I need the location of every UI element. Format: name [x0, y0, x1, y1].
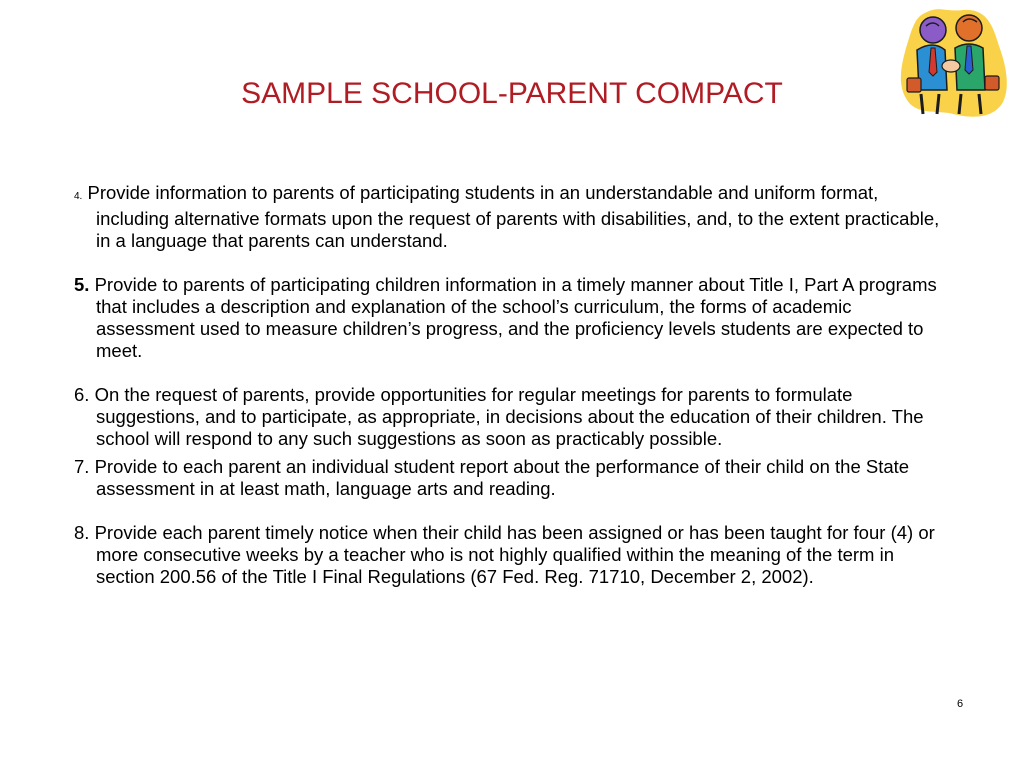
item-text: Provide information to parents of participating students in an understandable and uniform format, including alternative formats upon the request of parents with disabilities, and, to the extent practicable, in a language that parents can understand. [87, 182, 940, 251]
item-text: Provide to parents of participating children information in a timely manner about Title I, Part A programs that includes a description and explanation of the school’s curriculum, the forms of academic assessment used to measure children’s progress, and the proficiency levels students are expected to meet. [89, 274, 937, 361]
list-item [74, 384, 954, 450]
item-text: Provide each parent timely notice when their child has been assigned or has been taught for four (4) or more consecutive weeks by a teacher who is not highly qualified within the meaning of the term in section 200.56 of the Title I Final Regulations (67 Fed. Reg. 71710, December 2, 2002). [89, 522, 935, 587]
slide-title: SAMPLE SCHOOL-PARENT COMPACT [241, 77, 783, 110]
list-item [74, 274, 954, 362]
item-text: On the request of parents, provide opportunities for regular meetings for parents to formulate suggestions, and to participate, as appropriate, in decisions about the education of their children. The school will respond to any such suggestions as soon as practicably possible. [89, 384, 924, 449]
item-number: 5. [74, 274, 90, 295]
item-text: Provide to each parent an individual student report about the performance of their child on the State assessment in at least math, language arts and reading. [89, 456, 910, 499]
list-item [74, 456, 954, 500]
page-number: 6 [956, 698, 964, 710]
handshake-people-icon [893, 2, 1011, 120]
item-number: 4. [74, 191, 83, 202]
compact-item-list [74, 182, 954, 588]
list-item [74, 182, 954, 252]
list-item [74, 522, 954, 588]
item-number: 6. [74, 384, 90, 405]
item-number: 8. [74, 522, 90, 543]
item-number: 7. [74, 456, 90, 477]
